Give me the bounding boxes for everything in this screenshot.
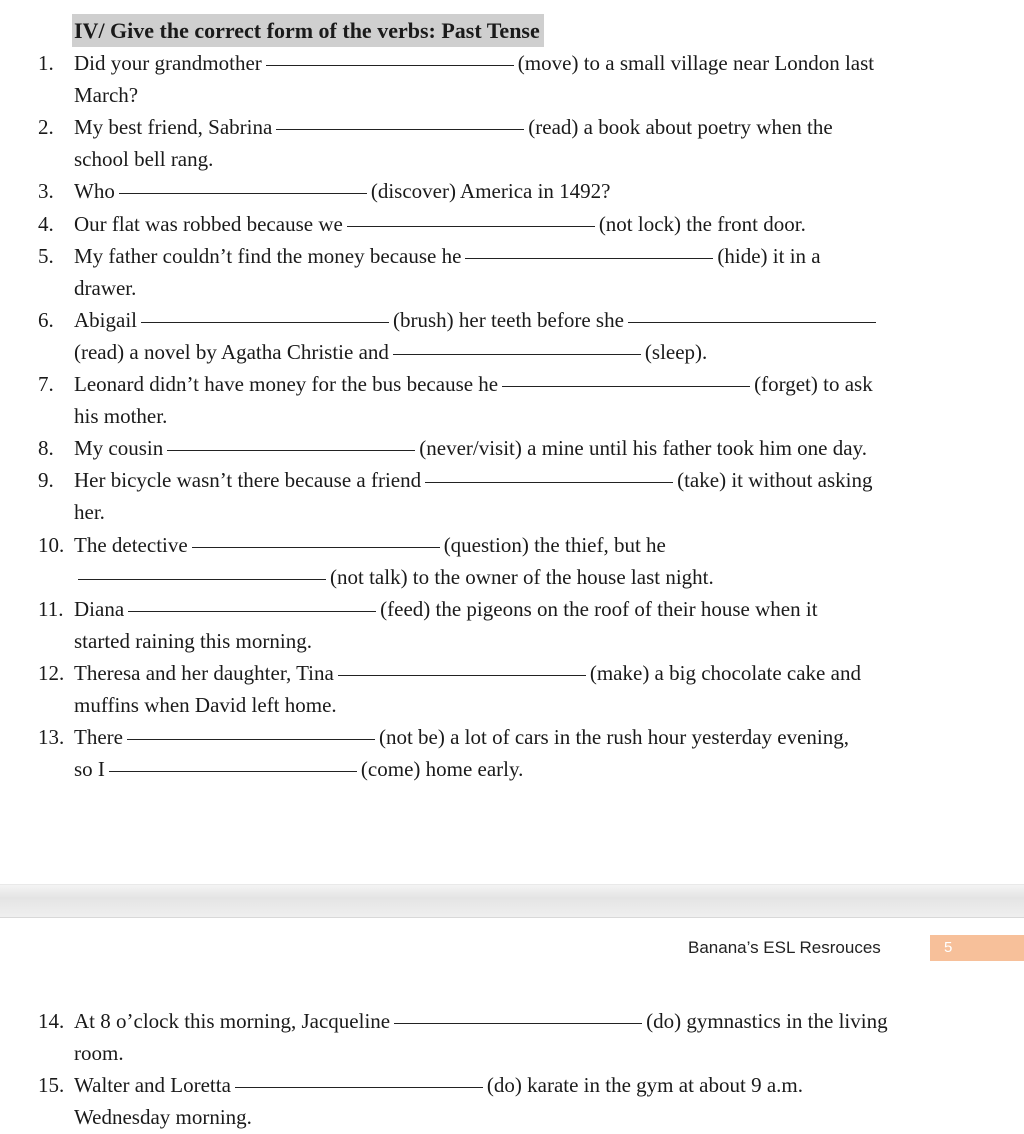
answer-blank[interactable] (393, 353, 641, 355)
text-segment: (hide) it in a (717, 243, 821, 268)
text-segment: My father couldn’t find the money because he (74, 243, 462, 268)
text-segment: room. (74, 1041, 124, 1065)
text-segment: (do) karate in the gym at about 9 a.m. (486, 1073, 803, 1097)
question-text (74, 464, 873, 496)
question-text (74, 1037, 124, 1069)
text-segment: Did your grandmother (74, 51, 262, 75)
text-segment: There (74, 725, 123, 750)
answer-blank[interactable] (347, 225, 595, 227)
answer-blank[interactable] (425, 481, 673, 483)
question-text (74, 240, 821, 272)
text-segment: her. (74, 500, 105, 525)
question-text (74, 400, 167, 432)
answer-blank[interactable] (78, 578, 326, 580)
question-number: 6. (38, 307, 54, 332)
text-segment: Theresa and her daughter, Tina (74, 660, 334, 685)
question-number: 8. (38, 436, 54, 461)
question-text (74, 432, 867, 464)
question-text (74, 272, 136, 304)
question-text (74, 175, 611, 207)
question-number: 10. (38, 532, 65, 557)
answer-blank[interactable] (235, 1086, 483, 1088)
footer-source: Banana’s ESL Resrouces (688, 938, 881, 957)
question-text (74, 529, 666, 561)
question-text (74, 561, 714, 593)
text-segment: (forget) to ask (754, 372, 873, 396)
text-segment: Our flat was robbed because we (74, 211, 343, 236)
text-segment: (discover) America in 1492? (370, 179, 611, 204)
answer-blank[interactable] (465, 257, 713, 259)
text-segment: (take) it without asking (677, 468, 873, 493)
question-text (74, 368, 873, 400)
answer-blank[interactable] (167, 449, 415, 451)
question-text (74, 753, 523, 785)
text-segment: Walter and Loretta (74, 1073, 231, 1097)
text-segment: muffins when David left home. (74, 693, 337, 717)
text-segment: (come) home early. (360, 757, 524, 782)
text-segment: Abigail (74, 307, 137, 332)
question-text (74, 1101, 252, 1133)
answer-blank[interactable] (502, 385, 750, 387)
question-text (74, 689, 337, 721)
question-number: 1. (38, 51, 54, 75)
text-segment: (not lock) the front door. (598, 211, 806, 236)
answer-blank[interactable] (192, 546, 440, 548)
question-text (74, 496, 105, 528)
answer-blank[interactable] (109, 770, 357, 772)
question-number: 12. (38, 660, 65, 685)
text-segment: My cousin (74, 436, 164, 461)
text-segment: (feed) the pigeons on the roof of their house when it (380, 596, 818, 621)
text-segment: Leonard didn’t have money for the bus because he (74, 372, 499, 396)
question-text (74, 47, 874, 79)
text-segment: school bell rang. (74, 147, 214, 172)
question-number: 3. (38, 179, 54, 204)
text-segment: At 8 o’clock this morning, Jacqueline (74, 1009, 391, 1033)
question-text (74, 1005, 888, 1037)
answer-blank[interactable] (141, 321, 389, 323)
text-segment: My best friend, Sabrina (74, 115, 273, 140)
page-separator (0, 884, 1024, 918)
text-segment: (brush) her teeth before she (393, 307, 624, 332)
question-number: 4. (38, 211, 54, 236)
question-number: 7. (38, 372, 54, 396)
text-segment: (do) gymnastics in the living (646, 1009, 888, 1033)
text-segment: (not be) a lot of cars in the rush hour yesterday evening, (378, 725, 849, 750)
text-segment: (not talk) to the owner of the house last night. (330, 564, 714, 589)
question-text (74, 336, 707, 368)
answer-blank[interactable] (127, 738, 375, 740)
question-text (74, 625, 312, 657)
text-segment: Wednesday morning. (74, 1105, 252, 1129)
text-segment: March? (74, 83, 139, 108)
question-text (74, 304, 880, 336)
text-segment: (read) a novel by Agatha Christie and (74, 339, 389, 364)
text-segment: (read) a book about poetry when the (528, 115, 833, 140)
text-segment: (question) the thief, but he (443, 532, 666, 557)
text-segment: (sleep). (644, 339, 708, 364)
answer-blank[interactable] (338, 674, 586, 676)
page-number: 5 (944, 939, 953, 956)
question-number: 14. (38, 1009, 65, 1033)
question-text (74, 79, 138, 111)
exercise-title: IV/ Give the correct form of the verbs: Past Tense (72, 14, 544, 47)
page-number-badge (930, 935, 1024, 961)
question-number: 2. (38, 115, 54, 140)
text-segment: Who (74, 179, 115, 204)
answer-blank[interactable] (276, 128, 524, 130)
question-text (74, 1069, 803, 1101)
question-text (74, 208, 806, 240)
text-segment: Diana (74, 596, 125, 621)
question-number: 11. (38, 596, 64, 621)
question-text (74, 657, 861, 689)
question-text (74, 721, 849, 753)
text-segment: Her bicycle wasn’t there because a friend (74, 468, 422, 493)
answer-blank[interactable] (128, 610, 376, 612)
text-segment: his mother. (74, 404, 168, 429)
answer-blank[interactable] (266, 64, 514, 66)
question-text (74, 111, 833, 143)
text-segment: The detective (74, 532, 188, 557)
question-text (74, 143, 213, 175)
question-number: 15. (38, 1073, 65, 1097)
text-segment: (never/visit) a mine until his father took him one day. (419, 436, 867, 461)
question-number: 13. (38, 725, 65, 750)
question-number: 9. (38, 468, 54, 493)
answer-blank[interactable] (394, 1022, 642, 1024)
text-segment: (make) a big chocolate cake and (589, 660, 861, 685)
answer-blank[interactable] (628, 321, 876, 323)
text-segment: so I (74, 757, 105, 782)
question-text (74, 593, 818, 625)
text-segment: (move) to a small village near London last (517, 51, 875, 75)
answer-blank[interactable] (119, 192, 367, 194)
question-number: 5. (38, 243, 54, 268)
text-segment: drawer. (74, 275, 137, 300)
text-segment: started raining this morning. (74, 628, 312, 653)
